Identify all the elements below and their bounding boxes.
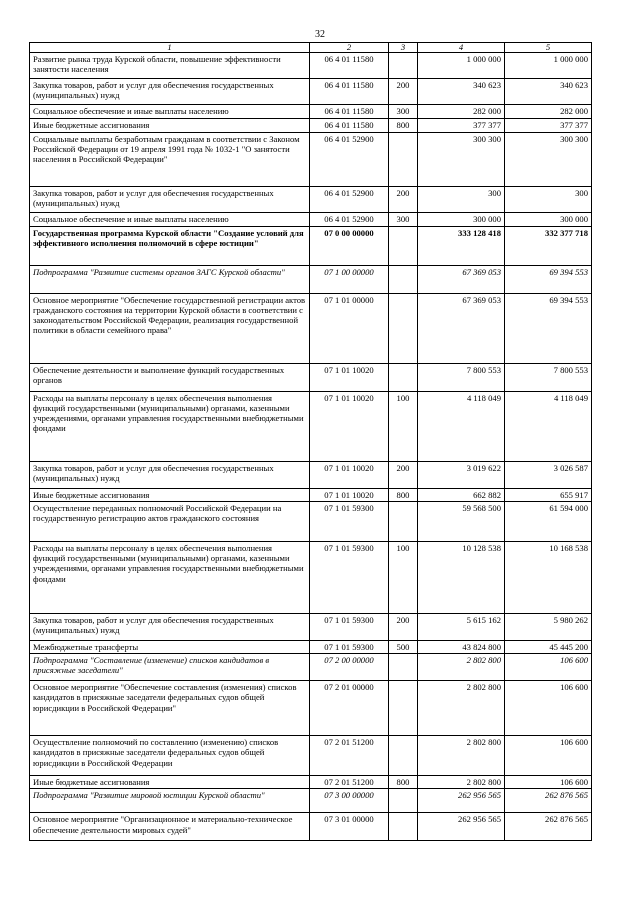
row-code-cell: 07 1 01 59300	[310, 502, 389, 542]
row-name-cell: Социальные выплаты безработным гражданам в соответствии с Законом Российской Федерации от 19 апреля 1991 года № 1032-1 "О занятости населения в Российской Федерации"	[30, 133, 310, 187]
row-name-cell: Социальное обеспечение и иные выплаты населению	[30, 213, 310, 227]
table-row	[30, 187, 592, 213]
column-header-2: 2	[310, 43, 389, 53]
row-code-cell: 06 4 01 11580	[310, 105, 389, 119]
row-type-cell	[389, 736, 418, 776]
row-value-5-cell: 61 594 000	[505, 502, 592, 542]
table-row	[30, 213, 592, 227]
row-name-cell: Иные бюджетные ассигнования	[30, 776, 310, 789]
row-type-cell	[389, 227, 418, 266]
row-value-4-cell: 300 300	[418, 133, 505, 187]
table-row	[30, 542, 592, 614]
budget-table	[29, 42, 592, 841]
row-value-4-cell: 282 000	[418, 105, 505, 119]
row-name-cell: Обеспечение деятельности и выполнение функций государственных органов	[30, 364, 310, 392]
row-name-cell: Развитие рынка труда Курской области, повышение эффективности занятости населения	[30, 53, 310, 79]
row-value-4-cell: 262 956 565	[418, 789, 505, 813]
row-value-4-cell: 333 128 418	[418, 227, 505, 266]
row-type-cell: 800	[389, 489, 418, 502]
row-type-cell: 200	[389, 79, 418, 105]
row-name-cell: Иные бюджетные ассигнования	[30, 119, 310, 133]
row-value-4-cell: 4 118 049	[418, 392, 505, 462]
table-row	[30, 489, 592, 502]
row-name-cell: Закупка товаров, работ и услуг для обеспечения государственных (муниципальных) нужд	[30, 79, 310, 105]
table-row	[30, 614, 592, 641]
table-row	[30, 681, 592, 736]
row-name-cell: Подпрограмма "Развитие мировой юстиции Курской области"	[30, 789, 310, 813]
table-row	[30, 736, 592, 776]
row-name-cell: Осуществление полномочий по составлению (изменению) списков кандидатов в присяжные заседатели федеральных судов общей юрисдикции в Российской Федерации	[30, 736, 310, 776]
row-value-4-cell: 2 802 800	[418, 681, 505, 736]
row-code-cell: 06 4 01 11580	[310, 53, 389, 79]
row-type-cell	[389, 364, 418, 392]
row-code-cell: 07 1 01 59300	[310, 542, 389, 614]
table-row	[30, 789, 592, 813]
row-value-4-cell: 2 802 800	[418, 776, 505, 789]
row-value-4-cell: 5 615 162	[418, 614, 505, 641]
row-code-cell: 07 3 00 00000	[310, 789, 389, 813]
row-code-cell: 07 2 01 00000	[310, 681, 389, 736]
table-row	[30, 641, 592, 654]
table-row	[30, 462, 592, 489]
row-code-cell: 06 4 01 52900	[310, 187, 389, 213]
table-row	[30, 227, 592, 266]
table-body	[30, 53, 592, 841]
table-row	[30, 776, 592, 789]
row-type-cell: 200	[389, 187, 418, 213]
row-value-5-cell: 4 118 049	[505, 392, 592, 462]
row-value-5-cell: 106 600	[505, 776, 592, 789]
row-name-cell: Иные бюджетные ассигнования	[30, 489, 310, 502]
page-number: 32	[315, 29, 325, 40]
row-code-cell: 06 4 01 52900	[310, 133, 389, 187]
row-value-5-cell: 377 377	[505, 119, 592, 133]
row-value-4-cell: 262 956 565	[418, 813, 505, 841]
row-name-cell: Социальное обеспечение и иные выплаты населению	[30, 105, 310, 119]
row-type-cell: 200	[389, 462, 418, 489]
table-row	[30, 392, 592, 462]
row-value-4-cell: 377 377	[418, 119, 505, 133]
table-row	[30, 79, 592, 105]
row-code-cell: 06 4 01 52900	[310, 213, 389, 227]
row-name-cell: Основное мероприятие "Организационное и материально-техническое обеспечение деятельности мировых судей"	[30, 813, 310, 841]
table-row	[30, 119, 592, 133]
row-name-cell: Закупка товаров, работ и услуг для обеспечения государственных (муниципальных) нужд	[30, 187, 310, 213]
row-value-4-cell: 1 000 000	[418, 53, 505, 79]
table-row	[30, 502, 592, 542]
row-name-cell: Расходы на выплаты персоналу в целях обеспечения выполнения функций государственными (муниципальными) органами, казенными учреждениями, органами управления государственными внебюджетными фондами	[30, 392, 310, 462]
row-name-cell: Межбюджетные трансферты	[30, 641, 310, 654]
row-name-cell: Государственная программа Курской области "Создание условий для эффективного исполнения полномочий в сфере юстиции"	[30, 227, 310, 266]
table-row	[30, 813, 592, 841]
row-code-cell: 07 2 00 00000	[310, 654, 389, 681]
row-value-4-cell: 662 882	[418, 489, 505, 502]
row-value-4-cell: 43 824 800	[418, 641, 505, 654]
row-value-5-cell: 45 445 200	[505, 641, 592, 654]
row-value-4-cell: 7 800 553	[418, 364, 505, 392]
row-value-5-cell: 282 000	[505, 105, 592, 119]
row-value-5-cell: 10 168 538	[505, 542, 592, 614]
row-type-cell	[389, 294, 418, 364]
table-row	[30, 294, 592, 364]
row-code-cell: 07 2 01 51200	[310, 776, 389, 789]
table-row	[30, 654, 592, 681]
row-type-cell: 100	[389, 542, 418, 614]
row-value-5-cell: 5 980 262	[505, 614, 592, 641]
row-value-5-cell: 262 876 565	[505, 813, 592, 841]
row-code-cell: 06 4 01 11580	[310, 119, 389, 133]
row-value-4-cell: 300	[418, 187, 505, 213]
row-type-cell	[389, 813, 418, 841]
row-type-cell	[389, 654, 418, 681]
column-header-1: 1	[30, 43, 310, 53]
table-row	[30, 53, 592, 79]
row-value-5-cell: 1 000 000	[505, 53, 592, 79]
row-value-4-cell: 67 369 053	[418, 266, 505, 294]
row-name-cell: Осуществление переданных полномочий Российской Федерации на государственную регистрацию актов гражданского состояния	[30, 502, 310, 542]
row-code-cell: 07 1 01 00000	[310, 294, 389, 364]
row-value-5-cell: 106 600	[505, 736, 592, 776]
row-name-cell: Основное мероприятие "Обеспечение составления (изменения) списков кандидатов в присяжные заседатели федеральных судов общей юрисдикции в Российской Федерации"	[30, 681, 310, 736]
row-code-cell: 07 1 01 10020	[310, 462, 389, 489]
column-header-4: 4	[418, 43, 505, 53]
row-value-5-cell: 262 876 565	[505, 789, 592, 813]
row-value-5-cell: 300 300	[505, 133, 592, 187]
row-value-5-cell: 300 000	[505, 213, 592, 227]
row-type-cell: 500	[389, 641, 418, 654]
table-row	[30, 364, 592, 392]
row-type-cell: 300	[389, 213, 418, 227]
row-name-cell: Закупка товаров, работ и услуг для обеспечения государственных (муниципальных) нужд	[30, 462, 310, 489]
row-value-5-cell: 7 800 553	[505, 364, 592, 392]
row-value-4-cell: 2 802 800	[418, 736, 505, 776]
row-value-5-cell: 332 377 718	[505, 227, 592, 266]
row-type-cell	[389, 789, 418, 813]
row-code-cell: 07 0 00 00000	[310, 227, 389, 266]
table-row	[30, 133, 592, 187]
row-type-cell	[389, 502, 418, 542]
column-header-3: 3	[389, 43, 418, 53]
row-value-5-cell: 69 394 553	[505, 294, 592, 364]
row-code-cell: 07 2 01 51200	[310, 736, 389, 776]
row-code-cell: 07 1 01 59300	[310, 641, 389, 654]
row-value-5-cell: 340 623	[505, 79, 592, 105]
row-value-5-cell: 69 394 553	[505, 266, 592, 294]
row-type-cell	[389, 133, 418, 187]
column-number-row	[30, 43, 592, 53]
row-value-5-cell: 3 026 587	[505, 462, 592, 489]
row-name-cell: Расходы на выплаты персоналу в целях обеспечения выполнения функций государственными (муниципальными) органами, казенными учреждениями, органами управления государственными внебюджетными фондами	[30, 542, 310, 614]
table-row	[30, 266, 592, 294]
row-name-cell: Основное мероприятие "Обеспечение государственной регистрации актов гражданского состояния на территории Курской области в соответствии с законодательством Российской Федерации, реализация государственной политики в области семейного права"	[30, 294, 310, 364]
row-type-cell	[389, 681, 418, 736]
row-value-5-cell: 655 917	[505, 489, 592, 502]
column-header-5: 5	[505, 43, 592, 53]
row-value-4-cell: 2 802 800	[418, 654, 505, 681]
row-name-cell: Подпрограмма "Развитие системы органов ЗАГС Курской области"	[30, 266, 310, 294]
row-code-cell: 07 3 01 00000	[310, 813, 389, 841]
row-value-5-cell: 106 600	[505, 681, 592, 736]
row-value-4-cell: 340 623	[418, 79, 505, 105]
row-type-cell: 800	[389, 776, 418, 789]
table-row	[30, 105, 592, 119]
row-type-cell	[389, 266, 418, 294]
row-name-cell: Подпрограмма "Составление (изменение) списков кандидатов в присяжные заседатели"	[30, 654, 310, 681]
row-type-cell: 100	[389, 392, 418, 462]
row-value-5-cell: 300	[505, 187, 592, 213]
row-value-4-cell: 10 128 538	[418, 542, 505, 614]
row-type-cell	[389, 53, 418, 79]
row-type-cell: 300	[389, 105, 418, 119]
row-code-cell: 07 1 01 10020	[310, 489, 389, 502]
row-value-4-cell: 300 000	[418, 213, 505, 227]
row-value-4-cell: 67 369 053	[418, 294, 505, 364]
row-name-cell: Закупка товаров, работ и услуг для обеспечения государственных (муниципальных) нужд	[30, 614, 310, 641]
row-code-cell: 06 4 01 11580	[310, 79, 389, 105]
row-code-cell: 07 1 00 00000	[310, 266, 389, 294]
row-type-cell: 800	[389, 119, 418, 133]
row-value-5-cell: 106 600	[505, 654, 592, 681]
row-code-cell: 07 1 01 10020	[310, 392, 389, 462]
row-value-4-cell: 3 019 622	[418, 462, 505, 489]
row-code-cell: 07 1 01 10020	[310, 364, 389, 392]
row-value-4-cell: 59 568 500	[418, 502, 505, 542]
row-type-cell: 200	[389, 614, 418, 641]
row-code-cell: 07 1 01 59300	[310, 614, 389, 641]
